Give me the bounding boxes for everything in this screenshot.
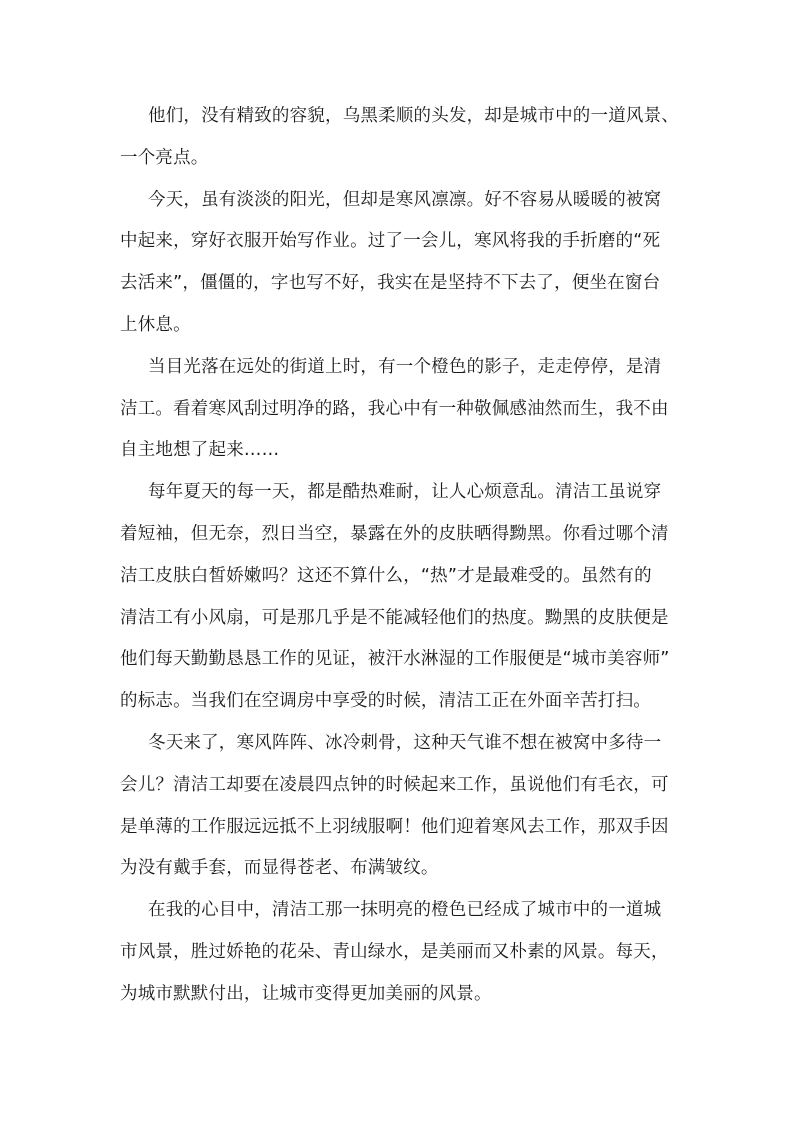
text-line: 市风景，胜过娇艳的花朵、青山绿水，是美丽而又朴素的风景。每天， [120,941,669,962]
paragraph-6 [120,890,680,1015]
text-line: 他们每天勤勤恳恳工作的见证，被汗水淋湿的工作服便是“城市美容师” [120,649,670,670]
text-line: 为城市默默付出，让城市变得更加美丽的风景。 [120,983,492,1004]
text-line: 着短袖，但无奈，烈日当空，暴露在外的皮肤晒得黝黑。你看过哪个清 [120,523,669,544]
text-line: 去活来”，僵僵的，字也写不好，我实在是坚持不下去了，便坐在窗台 [120,273,661,294]
text-line: 中起来，穿好衣服开始写作业。过了一会儿，寒风将我的手折磨的“死 [120,231,661,252]
text-line: 清洁工有小风扇，可是那几乎是不能减轻他们的热度。黝黑的皮肤便是 [120,607,669,628]
text-line: 自主地想了起来…… [120,440,280,461]
text-line: 一个亮点。 [120,147,209,168]
text-line: 为没有戴手套，而显得苍老、布满皱纹。 [120,858,439,879]
text-line: 洁工皮肤白皙娇嫩吗？这还不算什么，“热”才是最难受的。虽然有的 [120,565,652,586]
document-body [120,96,680,1016]
paragraph-1 [120,96,680,180]
text-line: 当目光落在远处的街道上时，有一个橙色的影子，走走停停，是清 [148,356,662,377]
paragraph-4 [120,472,680,723]
text-line: 是单薄的工作服远远抵不上羽绒服啊！他们迎着寒风去工作，那双手因 [120,816,669,837]
text-line: 会儿？清洁工却要在凌晨四点钟的时候起来工作，虽说他们有毛衣，可 [120,774,669,795]
text-line: 洁工。看着寒风刮过明净的路，我心中有一种敬佩感油然而生，我不由 [120,398,669,419]
text-line: 上休息。 [120,314,191,335]
paragraph-5 [120,723,680,890]
paragraph-3 [120,347,680,472]
text-line: 在我的心目中，清洁工那一抹明亮的橙色已经成了城市中的一道城 [148,900,662,921]
text-line: 今天，虽有淡淡的阳光，但却是寒风凛凛。好不容易从暖暖的被窝 [148,189,662,210]
text-line: 冬天来了，寒风阵阵、冰冷刺骨，这种天气谁不想在被窝中多待一 [148,732,662,753]
text-line: 的标志。当我们在空调房中享受的时候，清洁工正在外面辛苦打扫。 [120,691,651,712]
text-line: 他们，没有精致的容貌，乌黑柔顺的头发，却是城市中的一道风景、 [148,106,679,126]
paragraph-2 [120,180,680,347]
text-line: 每年夏天的每一天，都是酷热难耐，让人心烦意乱。清洁工虽说穿 [148,482,662,503]
